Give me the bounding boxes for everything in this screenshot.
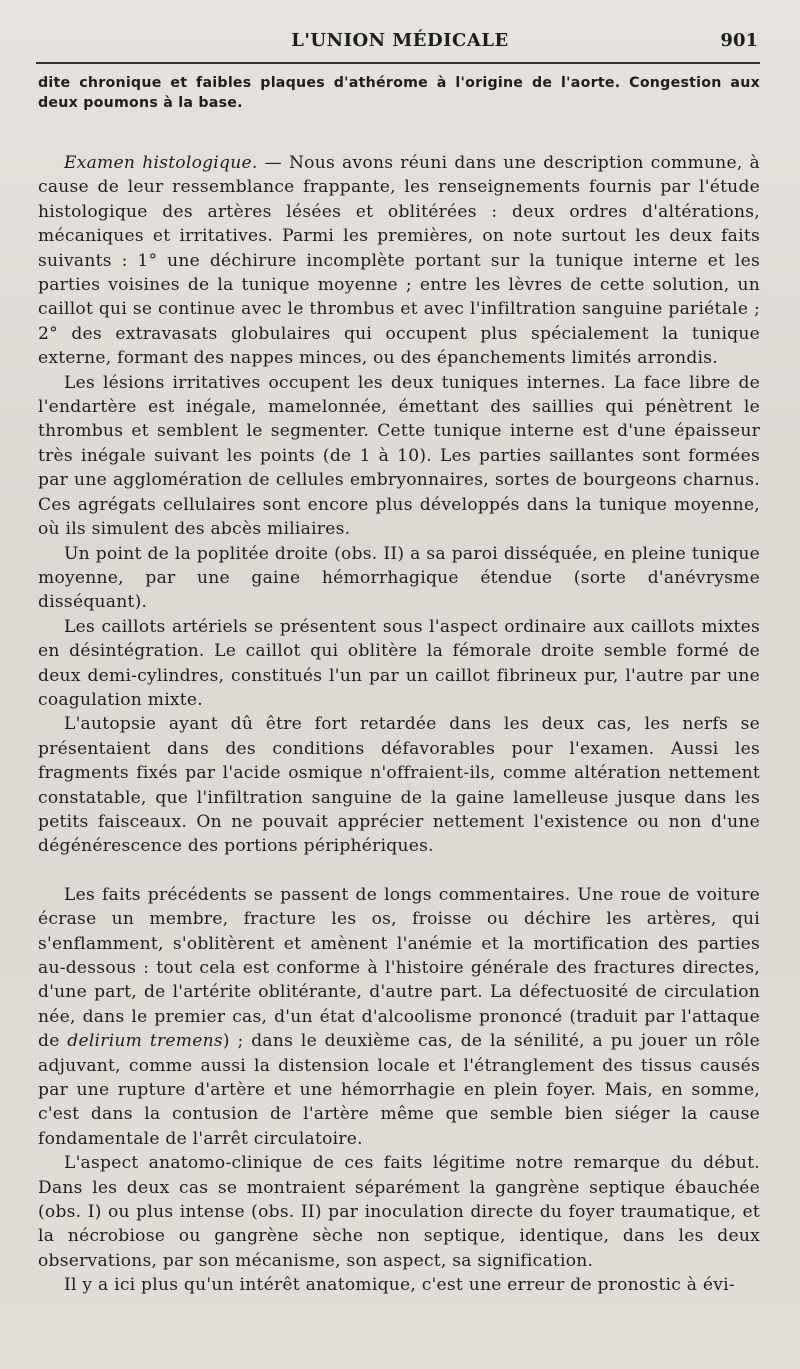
paragraph-histology (38, 151, 760, 371)
page-header (36, 30, 764, 60)
paragraph-anatomo-clinical: L'aspect anatomo-clinique de ces faits légitime notre remarque du début. Dans les deux cas se montraient séparément la gangrène septique ébauchée (obs. I) ou plus intense (obs. II) par inoculation directe du foyer traumatique, et la nécrobiose ou gangrène sèche non septique, identique, dans les deux observations, par son mécanisme, son aspect, sa signification. (38, 1153, 760, 1271)
commentary-text-a: Les faits précédents se passent de longs commentaires. Une roue de voiture écrase un membre, fracture les os, froisse ou déchire les artères, qui s'enflamment, s'oblitèrent et amènent l'anémie et la mortification des parties au-dessous : tout cela est conforme à l'histoire générale des fractures directes, d'une part, de l'artérite oblitérante, d'autre part. La défectuosité de circulation née, dans le premier cas, d'un état d'alcoolisme prononcé (traduit par l'attaque de (38, 884, 760, 1052)
running-title: L'UNION MÉDICALE (291, 30, 509, 51)
paragraph-popliteal: Un point de la poplitée droite (obs. II) a sa paroi disséquée, en pleine tunique moyenne, par une gaine hémorrhagique étendue (sorte d'anévrysme disséquant). (38, 543, 760, 613)
paragraph-histology-text: — Nous avons réuni dans une description commune, à cause de leur ressemblance frappante, les renseignements fournis par l'étude histologique des artères lésées et oblitérées : deux ordres d'altérations, mécaniques et irritatives. Parmi les premières, on note surtout les deux faits suivants : 1° une déchirure incomplète portant sur la tunique interne et les parties voisines de la tunique moyenne ; entre les lèvres de cette solution, un caillot qui se continue avec le thrombus et avec l'infiltration sanguine pariétale ; 2° des extravasats globulaires qui occupent plus spécialement la tunique externe, formant des nappes minces, ou des épanchements limités arrondis. (38, 153, 761, 369)
section-title-histology: Examen histologique. (64, 153, 258, 173)
carryover-paragraph: dite chronique et faibles plaques d'athérome à l'origine de l'aorte. Congestion aux deux poumons à la base. (38, 75, 760, 111)
article-body (38, 73, 760, 1298)
paragraph-commentary (38, 883, 760, 1151)
commentary-italic-term: delirium tremens (67, 1031, 223, 1052)
header-rule (36, 62, 760, 64)
commentary-text-b: ) ; dans le deuxième cas, de la sénilité, a pu jouer un rôle adjuvant, comme aussi la distension locale et l'étranglement des tissus causés par une rupture d'artère et une hémorrhagie en plein foyer. Mais, en somme, c'est dans la contusion de l'artère même que semble bien siéger la cause fondamentale de l'arrêt circulatoire. (38, 1031, 760, 1149)
page-number: 901 (720, 30, 758, 51)
paragraph-clots: Les caillots artériels se présentent sous l'aspect ordinaire aux caillots mixtes en désintégration. Le caillot qui oblitère la fémorale droite semble formé de deux demi-cylindres, constitués l'un par un caillot fibrineux pur, l'autre par une coagulation mixte. (38, 616, 760, 710)
paragraph-prognosis: Il y a ici plus qu'un intérêt anatomique, c'est une erreur de pronostic à évi- (64, 1275, 735, 1296)
paragraph-irritative-lesions: Les lésions irritatives occupent les deux tuniques internes. La face libre de l'endartère est inégale, mamelonnée, émettant des saillies qui pénètrent le thrombus et semblent le segmenter. Cette tunique interne est d'une épaisseur très inégale suivant les points (de 1 à 10). Les parties saillantes sont formées par une agglomération de cellules embryonnaires, sortes de bourgeons charnus. Ces agrégats cellulaires sont encore plus développés dans la tunique moyenne, où ils simulent des abcès miliaires. (38, 372, 760, 540)
paragraph-autopsy: L'autopsie ayant dû être fort retardée dans les deux cas, les nerfs se présentaient dans des conditions défavorables pour l'examen. Aussi les fragments fixés par l'acide osmique n'offraient-ils, comme altération nettement constatable, que l'infiltration sanguine de la gaine lamelleuse jusque dans les petits faisceaux. On ne pouvait apprécier nettement l'existence ou non d'une dégénérescence des portions périphériques. (38, 714, 760, 857)
